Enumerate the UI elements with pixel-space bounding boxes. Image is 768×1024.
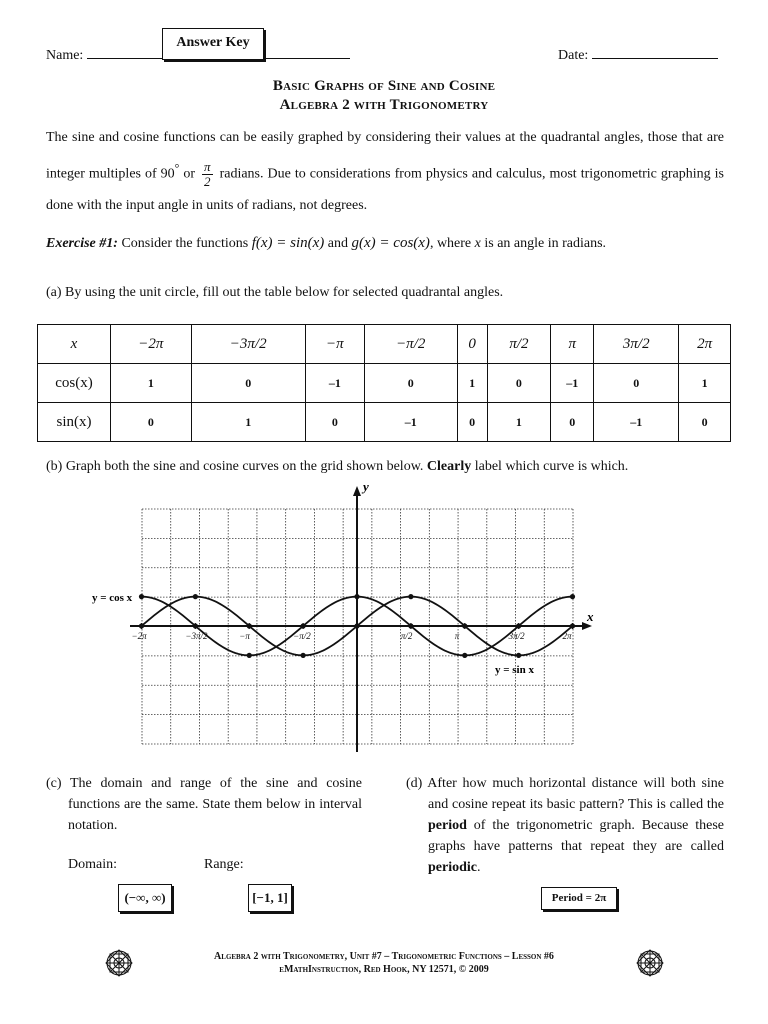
cos-point xyxy=(462,653,467,658)
sin-curve-label: y = sin x xyxy=(495,664,534,676)
graph-axes xyxy=(130,486,592,752)
degree-symbol: ° xyxy=(174,162,180,175)
table-header-row xyxy=(38,325,731,364)
range-answer-box: [−1, 1] xyxy=(248,884,292,912)
table-cell: 0 xyxy=(457,403,487,442)
x-tick-label: −3π/2 xyxy=(185,631,208,641)
pi-over-two-fraction: $\frac{\pi}{2}$ xyxy=(204,158,211,189)
date-line xyxy=(592,44,718,59)
part-b-prompt: (b) Graph both the sine and cosine curves on the grid shown below. Clearly label which curve is which. xyxy=(46,459,629,474)
sin-point xyxy=(301,653,306,658)
table-cell: x xyxy=(38,325,111,364)
exercise-label: Exercise #1: xyxy=(46,236,118,251)
table-cell: –1 xyxy=(364,403,457,442)
page-subtitle: Algebra 2 with Trigonometry xyxy=(279,97,489,113)
x-tick-label: −π xyxy=(239,631,250,641)
footer-line-1: Algebra 2 with Trigonometry, Unit #7 – Trigonometric Functions – Lesson #6 xyxy=(214,951,554,962)
table-cell: 0 xyxy=(679,403,731,442)
table-cell: –1 xyxy=(594,403,679,442)
cos-point xyxy=(354,594,359,599)
sin-point xyxy=(516,653,521,658)
part-a-prompt: (a) By using the unit circle, fill out the table below for selected quadrantal angles. xyxy=(46,285,504,300)
table-cell: −2π xyxy=(111,325,192,364)
intro-text-1: The sine and cosine functions can be easily graphed by considering their values at the quadrantal angles, those that are integer multiples of 90 xyxy=(46,130,724,182)
table-cell: −π xyxy=(305,325,364,364)
table-cell: π xyxy=(551,325,594,364)
table-cell: −3π/2 xyxy=(191,325,305,364)
y-axis-label: y xyxy=(363,479,369,494)
table-cell: 2π xyxy=(679,325,731,364)
table-cell: 1 xyxy=(111,364,192,403)
x-tick-label: π/2 xyxy=(400,631,413,641)
x-axis-label: x xyxy=(587,609,594,624)
table-cell: 1 xyxy=(487,403,551,442)
table-cell: 0 xyxy=(305,403,364,442)
table-cell: 1 xyxy=(679,364,731,403)
page-title: Basic Graphs of Sine and Cosine xyxy=(272,78,496,94)
date-label: Date: xyxy=(558,48,589,63)
sin-point xyxy=(193,594,198,599)
function-f-definition: f(x) = sin(x) xyxy=(251,235,325,251)
table-cell: 0 xyxy=(487,364,551,403)
range-label: Range: xyxy=(204,857,244,872)
table-row xyxy=(38,403,731,442)
sin-point xyxy=(354,623,359,628)
table-cell: 0 xyxy=(191,364,305,403)
cos-point xyxy=(139,594,144,599)
name-label: Name: xyxy=(46,48,84,63)
domain-label: Domain: xyxy=(68,857,117,872)
function-g-definition: g(x) = cos(x) xyxy=(351,235,430,251)
table-cell: 0 xyxy=(111,403,192,442)
footer-line-2: eMathInstruction, Red Hook, NY 12571, © 2009 xyxy=(279,964,489,975)
cos-point xyxy=(570,594,575,599)
quadrantal-table xyxy=(37,324,731,442)
table-cell: 1 xyxy=(191,403,305,442)
intro-paragraph xyxy=(46,122,724,221)
table-cell: –1 xyxy=(305,364,364,403)
part-c-prompt: (c) The domain and range of the sine and cosine functions are the same. State them below in interval notation. xyxy=(46,776,362,833)
period-answer-box: Period = 2π xyxy=(541,887,617,910)
x-tick-label: 2π xyxy=(562,631,572,641)
table-row xyxy=(38,364,731,403)
sin-point xyxy=(408,594,413,599)
table-cell: −π/2 xyxy=(364,325,457,364)
table-cell: sin(x) xyxy=(38,403,111,442)
cos-point xyxy=(247,653,252,658)
x-tick-label: π xyxy=(454,631,460,641)
table-cell: 3π/2 xyxy=(594,325,679,364)
x-tick-label: −π/2 xyxy=(293,631,311,641)
table-cell: 0 xyxy=(551,403,594,442)
table-cell: π/2 xyxy=(487,325,551,364)
table-cell: 1 xyxy=(457,364,487,403)
intro-or: or xyxy=(183,166,196,182)
table-cell: 0 xyxy=(457,325,487,364)
cos-curve-label: y = cos x xyxy=(92,592,133,604)
table-cell: cos(x) xyxy=(38,364,111,403)
x-tick-label: −2π xyxy=(131,631,147,641)
table-cell: –1 xyxy=(551,364,594,403)
part-d-prompt: (d) After how much horizontal distance will both sine and cosine repeat its basic pattern? This is called the period of the trigonometric graph. Because these graphs have patterns that repeat they are called periodic. xyxy=(406,776,725,875)
table-cell: 0 xyxy=(364,364,457,403)
domain-answer-box: (−∞, ∞) xyxy=(118,884,172,912)
intro-text-2: radians. Due to considerations from physics and calculus, most trigonometric graphing is done with the input angle in units of radians, not degrees. xyxy=(46,166,725,213)
y-axis-arrow xyxy=(353,486,361,496)
trig-graph xyxy=(0,478,768,753)
table-cell: 0 xyxy=(594,364,679,403)
exercise-statement: Exercise #1: Consider the functions f(x) = sin(x) and g(x) = cos(x), where x is an angle in radians. xyxy=(46,235,607,251)
date-field xyxy=(558,44,718,64)
x-tick-label: 3π/2 xyxy=(508,631,525,641)
answer-key-box: Answer Key xyxy=(162,28,264,60)
